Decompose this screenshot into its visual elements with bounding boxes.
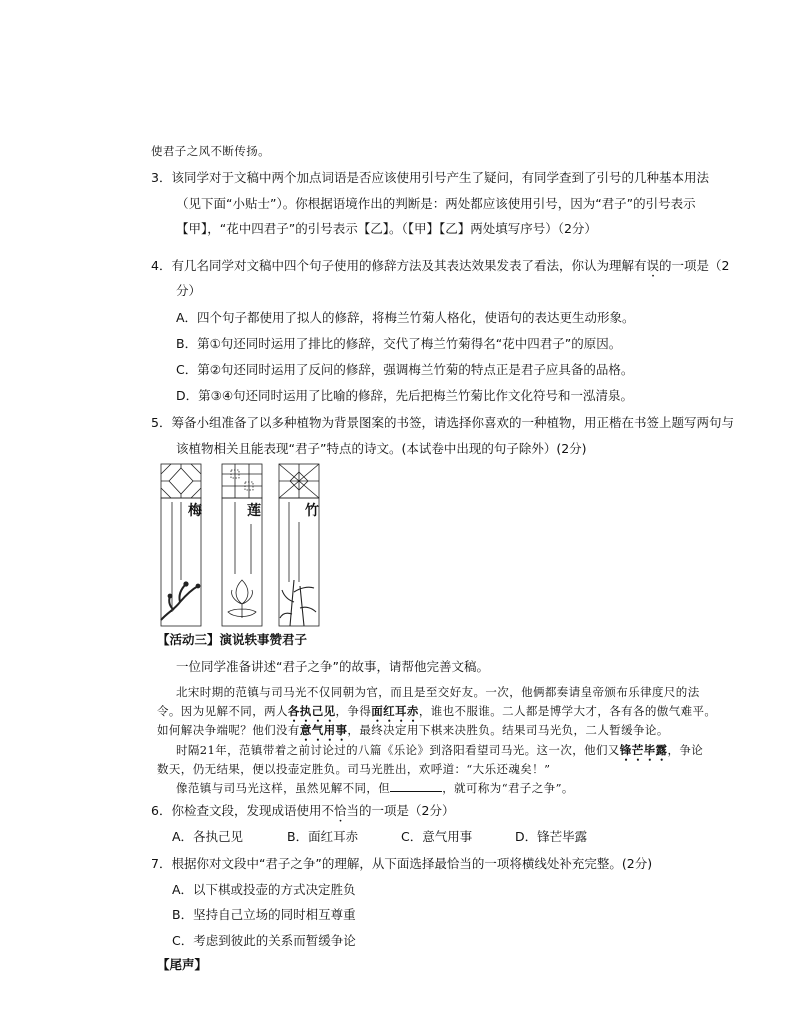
- question-7-option-a: A．以下棋或投壶的方式决定胜负: [172, 882, 356, 897]
- lotus-icon: [228, 580, 256, 618]
- story-paragraph-1-line-1: 北宋时期的范镇与司马光不仅同朝为官，而且是至交好友。一次，他俩都奏请皇帝颁布乐律度尺的法: [176, 685, 700, 699]
- fill-blank[interactable]: [390, 780, 442, 792]
- question-7-option-b: B．坚持自己立场的同时相互尊重: [172, 907, 356, 922]
- question-6-option-b: B．面红耳赤: [287, 829, 359, 844]
- idiom-1: 各执己见: [287, 704, 336, 718]
- question-6: 6．你检查文段，发现成语使用不恰当的一项是（2分）: [151, 803, 455, 818]
- epilogue-heading: 【尾声】: [157, 957, 208, 972]
- plum-blossom-icon: [161, 584, 198, 620]
- question-6-option-a: A．各执己见: [172, 829, 244, 844]
- story-paragraph-1-line-3: 如何解决争端呢？他们没有意气用事，最终决定用下棋来决胜负。结果司马光负，二人暂缓争论。: [157, 723, 669, 737]
- idiom-4: 锋芒毕露: [619, 743, 668, 757]
- question-3-line-1: 3．该同学对于文稿中两个加点词语是否应该使用引号产生了疑问，有同学查到了引号的几种基本用法: [151, 170, 709, 185]
- question-6-option-c: C．意气用事: [401, 829, 473, 844]
- story-paragraph-2-line-2: 数天，仍无结果，便以投壶定胜负。司马光胜出，欢呼道：“大乐还魂矣！”: [157, 762, 551, 776]
- bamboo-icon: [280, 580, 316, 626]
- question-7-option-c: C．考虑到彼此的关系而暂缓争论: [172, 933, 356, 948]
- activity-3-heading: 【活动三】演说轶事赞君子: [157, 632, 308, 647]
- story-paragraph-3: 像范镇与司马光这样，虽然见解不同，但 ，就可称为“君子之争”。: [176, 781, 574, 795]
- text-line: 使君子之风不断传扬。: [151, 144, 270, 158]
- question-3-line-2: （见下面“小贴士”）。你根据语境作出的判断是：两处都应该使用引号，因为“君子”的引号表示: [176, 196, 696, 211]
- bookmark-lotus: [222, 464, 262, 626]
- bookmark-label-plum: 梅: [188, 503, 202, 519]
- question-4-line-1: 4．有几名同学对文稿中四个句子使用的修辞方法及其表达效果发表了看法，你认为理解有误的一项是（2: [151, 258, 730, 273]
- question-7: 7．根据你对文段中“君子之争”的理解，从下面选择最恰当的一项将横线处补充完整。(2分): [151, 856, 653, 871]
- question-4-option-c: C．第②句还同时运用了反问的修辞，强调梅兰竹菊的特点正是君子应具备的品格。: [176, 362, 634, 377]
- story-paragraph-2-line-1: 时隔21年，范镇带着之前讨论过的八篇《乐论》到洛阳看望司马光。这一次，他们又锋芒毕露，争论: [176, 743, 704, 757]
- story-paragraph-1-line-2: 令。因为见解不同，两人各执己见，争得面红耳赤，谁也不服谁。二人都是博学大才，各有各的傲气难平。: [157, 704, 717, 718]
- bookmark-label-lotus: 莲: [247, 503, 261, 519]
- bookmark-bamboo: [279, 464, 319, 626]
- bookmark-illustrations: [158, 462, 328, 628]
- bookmark-plum: [161, 464, 201, 626]
- question-4-option-a: A．四个句子都使用了拟人的修辞，将梅兰竹菊人格化，使语句的表达更生动形象。: [176, 310, 635, 325]
- question-4-option-b: B．第①句还同时运用了排比的修辞，交代了梅兰竹菊得名“花中四君子”的原因。: [176, 336, 622, 351]
- question-5-line-1: 5．筹备小组准备了以多种植物为背景图案的书签，请选择你喜欢的一种植物，用正楷在书签上题写两句与: [151, 415, 734, 430]
- idiom-2: 面红耳赤: [371, 704, 419, 718]
- idiom-3: 意气用事: [299, 723, 348, 737]
- activity-3-intro: 一位同学准备讲述“君子之争”的故事，请帮他完善文稿。: [176, 659, 489, 674]
- question-3-line-3: 【甲】，“花中四君子”的引号表示【乙】。（【甲】【乙】两处填写序号）（2分）: [176, 221, 597, 236]
- question-4-line-2: 分）: [176, 283, 202, 298]
- question-6-option-d: D．锋芒毕露: [515, 829, 588, 844]
- bookmark-label-bamboo: 竹: [305, 503, 319, 519]
- question-4-option-d: D．第③④句还同时运用了比喻的修辞，先后把梅兰竹菊比作文化符号和一泓清泉。: [176, 388, 634, 403]
- question-5-line-2: 该植物相关且能表现“君子”特点的诗文。(本试卷中出现的句子除外）(2分): [176, 441, 587, 456]
